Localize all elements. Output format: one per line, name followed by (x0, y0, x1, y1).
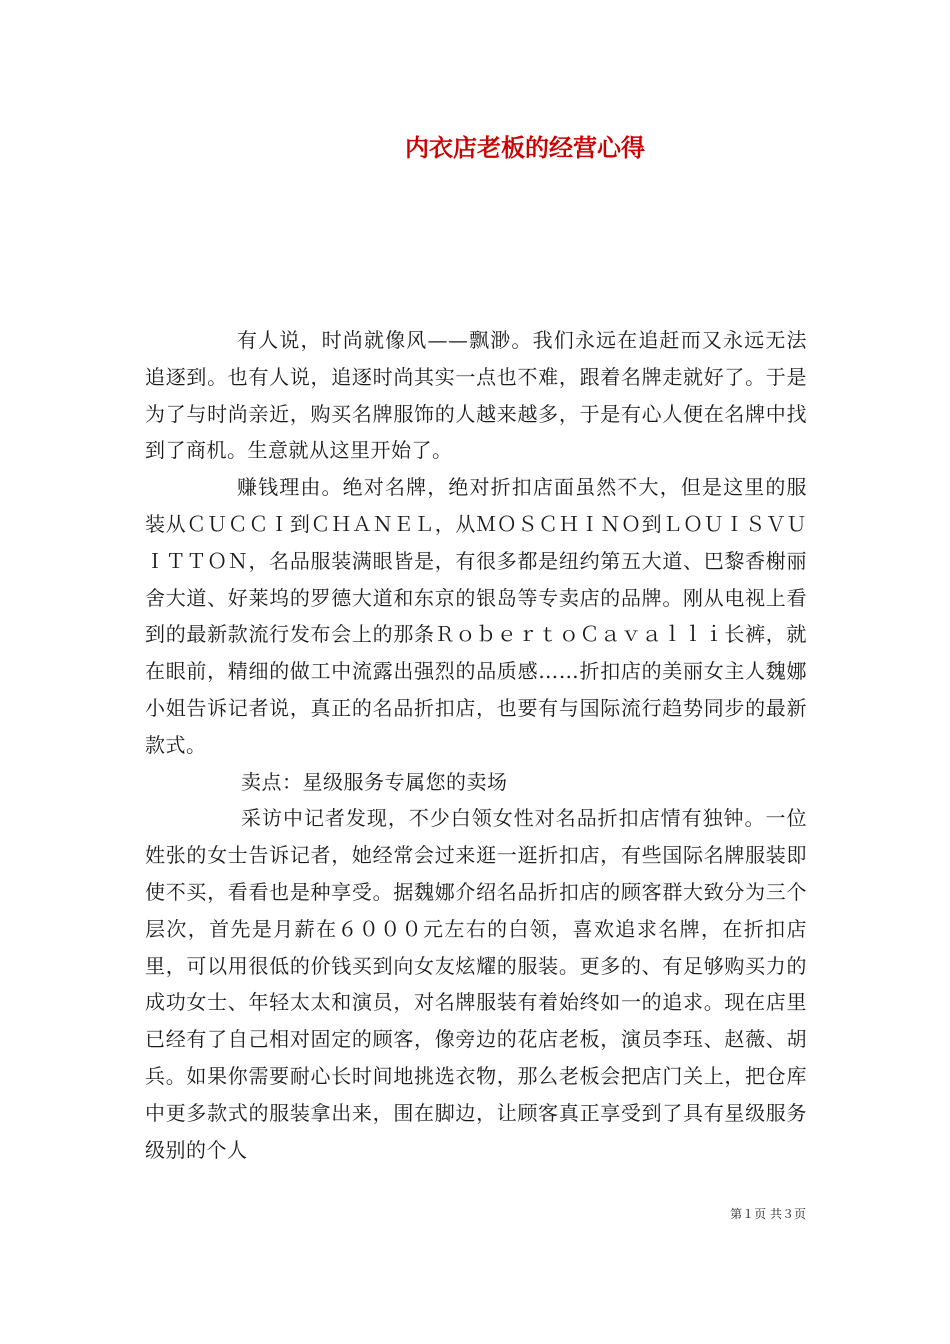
paragraph-interview: 采访中记者发现，不少白领女性对名品折扣店情有独钟。一位姓张的女士告诉记者，她经常会过来逛一逛折扣店，有些国际名牌服装即使不买，看看也是种享受。据魏娜介绍名品折扣店的顾客群大致分为三个层次，首先是月薪在６０００元左右的白领，喜欢追求名牌，在折扣店里，可以用很低的价钱买到向女友炫耀的服装。更多的、有足够购买力的成功女士、年轻太太和演员，对名牌服装有着始终如一的追求。现在店里已经有了自己相对固定的顾客，像旁边的花店老板，演员李珏、赵薇、胡兵。如果你需要耐心长时间地挑选衣物，那么老板会把店门关上，把仓库中更多款式的服装拿出来，围在脚边，让顾客真正享受到了具有星级服务级别的个人 (145, 806, 807, 1162)
document-title: 内衣店老板的经营心得 (405, 133, 645, 162)
page-number-footer: 第１页 共３页 (730, 1207, 806, 1221)
paragraph-reasons: 赚钱理由。绝对名牌，绝对折扣店面虽然不大，但是这里的服装从ＣＵＣＣＩ到ＣＨＡＮＥＬ，从ＭＯＳＣＨＩＮＯ到ＬＯＵＩＳＶＵＩＴＴＯＮ，名品服装满眼皆是，有很多都是纽约第五大道、巴黎香榭丽舍大道、好莱坞的罗德大道和东京的银岛等专卖店的品牌。刚从电视上看到的最新款流行发布会上的那条ＲｏｂｅｒｔｏＣａｖａｌｌｉ长裤，就在眼前，精细的做工中流露出强烈的品质感……折扣店的美丽女主人魏娜小姐告诉记者说，真正的名品折扣店，也要有与国际流行趋势同步的最新款式。 (145, 475, 807, 757)
paragraph-intro: 有人说，时尚就像风——飘渺。我们永远在追赶而又永远无法追逐到。也有人说，追逐时尚其实一点也不难，跟着名牌走就好了。于是为了与时尚亲近，购买名牌服饰的人越来越多，于是有心人便在名牌中找到了商机。生意就从这里开始了。 (145, 328, 807, 463)
section-heading-selling-point: 卖点：星级服务专属您的卖场 (241, 769, 508, 794)
document-body (145, 322, 807, 1168)
